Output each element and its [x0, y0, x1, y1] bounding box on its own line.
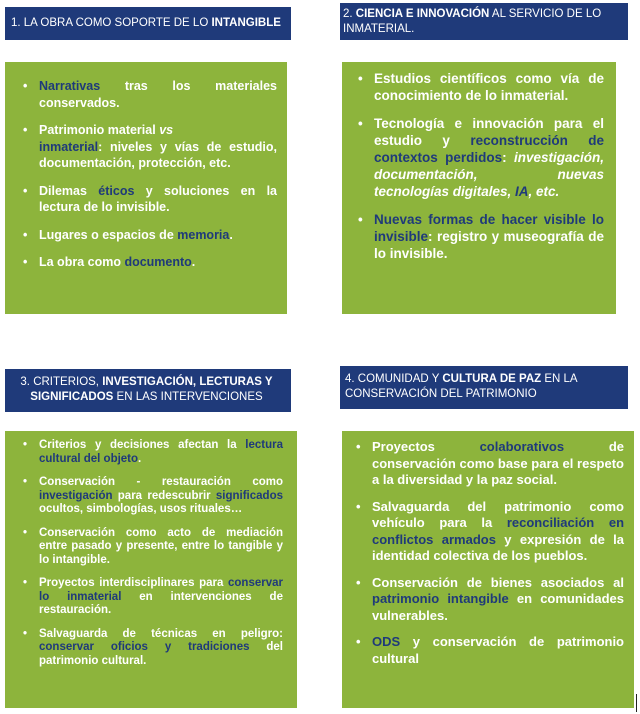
item-highlight: Narrativas — [39, 79, 101, 93]
item-text: La obra como — [39, 255, 125, 269]
list-item — [17, 227, 277, 244]
list-item — [17, 183, 277, 216]
section-4-title-bold: CULTURA DE PAZ — [442, 373, 542, 385]
item-text: Conservación como acto de mediación entre pasado y presente, entre lo tangible y lo intangible. — [39, 526, 283, 566]
item-highlight: conservar lo inmaterial — [39, 577, 283, 603]
item-highlight: ODS — [372, 634, 401, 649]
section-3-box — [5, 431, 297, 708]
item-italic: , etc. — [528, 184, 560, 199]
item-text: Patrimonio material — [39, 123, 160, 137]
section-4-list — [350, 439, 624, 667]
section-2-box — [342, 62, 616, 314]
item-text: del patrimonio cultural. — [39, 641, 283, 667]
item-text: : registro y museografía de lo invisible. — [374, 229, 604, 261]
list-item — [17, 254, 277, 271]
item-highlight: patrimonio intangible — [372, 591, 509, 606]
section-2-title-post: AL SERVICIO DE LO INMATERIAL. — [343, 8, 602, 35]
section-2-header — [340, 3, 628, 40]
item-text: Dilemas — [39, 183, 99, 198]
section-1-title-pre: 1. LA OBRA COMO SOPORTE DE LO — [11, 17, 212, 29]
item-highlight: IA — [515, 184, 529, 199]
item-highlight: lectura cultural del objeto — [39, 439, 283, 465]
item-highlight: colaborativos — [479, 439, 565, 454]
list-item — [352, 70, 604, 104]
section-3-header — [5, 369, 291, 412]
section-3-title-bold: INVESTIGACIÓN, LECTURAS Y SIGNIFICADOS — [30, 376, 273, 403]
item-text: Tecnología e innovación para el estudio y — [374, 116, 604, 148]
item-highlight: investigación — [39, 489, 113, 502]
section-3-title-post: EN LAS INTERVENCIONES — [113, 391, 263, 403]
item-text: y expresión de la identidad colectiva de los pueblos. — [372, 531, 624, 563]
list-item — [17, 628, 283, 669]
item-text: Criterios y decisiones afectan la — [39, 439, 246, 451]
item-text: y conservación de patrimonio cultural — [372, 634, 624, 666]
list-item — [17, 476, 283, 517]
item-text: tras los materiales conservados. — [39, 79, 277, 110]
list-item — [350, 575, 624, 625]
section-1-box — [5, 62, 287, 314]
item-text: en comunidades vulnerables. — [372, 591, 624, 623]
list-item — [352, 211, 604, 262]
section-3-title-pre: 3. CRITERIOS, — [20, 376, 103, 388]
section-1-header — [5, 7, 291, 40]
item-text: Conservación - restauración como — [39, 476, 283, 488]
item-text: Salvaguarda del patrimonio como vehículo para la — [372, 498, 624, 530]
item-text: Proyectos — [372, 439, 480, 454]
list-item — [17, 577, 283, 618]
item-highlight: Nuevas formas de hacer visible lo invisible — [374, 212, 604, 244]
item-text: . — [191, 255, 196, 269]
item-text: ocultos, simbologías, usos rituales… — [39, 503, 243, 515]
list-item — [17, 439, 283, 466]
item-text: : — [502, 150, 514, 165]
item-text: en intervenciones de restauración. — [39, 590, 283, 616]
item-highlight: memoria — [177, 227, 230, 242]
section-4-title-pre: 4. COMUNIDAD Y — [345, 373, 443, 385]
item-text: y soluciones en la lectura de lo invisible. — [39, 183, 277, 214]
list-item — [350, 499, 624, 565]
section-4-title-post: EN LA CONSERVACIÓN DEL PATRIMONIO — [345, 373, 577, 400]
list-item — [350, 439, 624, 489]
item-text: : niveles y vías de estudio, documentación, protección, etc. — [39, 139, 277, 170]
section-2-title-pre: 2. — [343, 8, 356, 20]
section-1-title-bold: INTANGIBLE — [211, 17, 281, 29]
item-highlight: éticos — [98, 183, 135, 198]
item-text: Proyectos interdisciplinares para — [39, 577, 229, 589]
item-italic: vs — [159, 123, 174, 137]
item-text: Conservación de bienes asociados al — [372, 574, 624, 590]
section-4-box — [342, 431, 634, 708]
section-4-header — [340, 366, 628, 409]
item-highlight: reconciliación en conflictos armados — [372, 515, 625, 547]
list-item — [17, 78, 277, 111]
section-2-list — [352, 70, 604, 262]
item-highlight: inmaterial — [39, 139, 99, 154]
item-highlight: reconstrucción de contextos perdidos — [374, 133, 605, 165]
item-text: Salvaguarda de técnicas en peligro: — [39, 627, 283, 640]
item-highlight: significados — [215, 489, 283, 502]
section-2-title-bold: CIENCIA E INNOVACIÓN — [355, 8, 490, 20]
list-item — [350, 634, 624, 667]
item-text: para redescubrir — [112, 489, 216, 502]
item-text: Lugares o espacios de — [39, 227, 178, 242]
section-1-list — [17, 78, 277, 271]
item-text: . — [138, 452, 142, 465]
section-3-list — [17, 439, 283, 668]
item-highlight: documento — [124, 255, 192, 269]
item-italic: investigación, documentación, nuevas tecnologías digitales, — [374, 150, 604, 199]
item-text: . — [229, 227, 233, 242]
list-item — [17, 122, 277, 172]
item-text: de conservación como base para el respeto a la diversidad y la paz social. — [372, 439, 624, 487]
text-cursor — [636, 694, 637, 712]
list-item — [352, 115, 604, 200]
item-highlight: conservar oficios y tradiciones — [39, 641, 250, 653]
item-text: Estudios científicos como vía de conocimiento de lo inmaterial. — [374, 71, 604, 103]
list-item — [17, 527, 283, 568]
